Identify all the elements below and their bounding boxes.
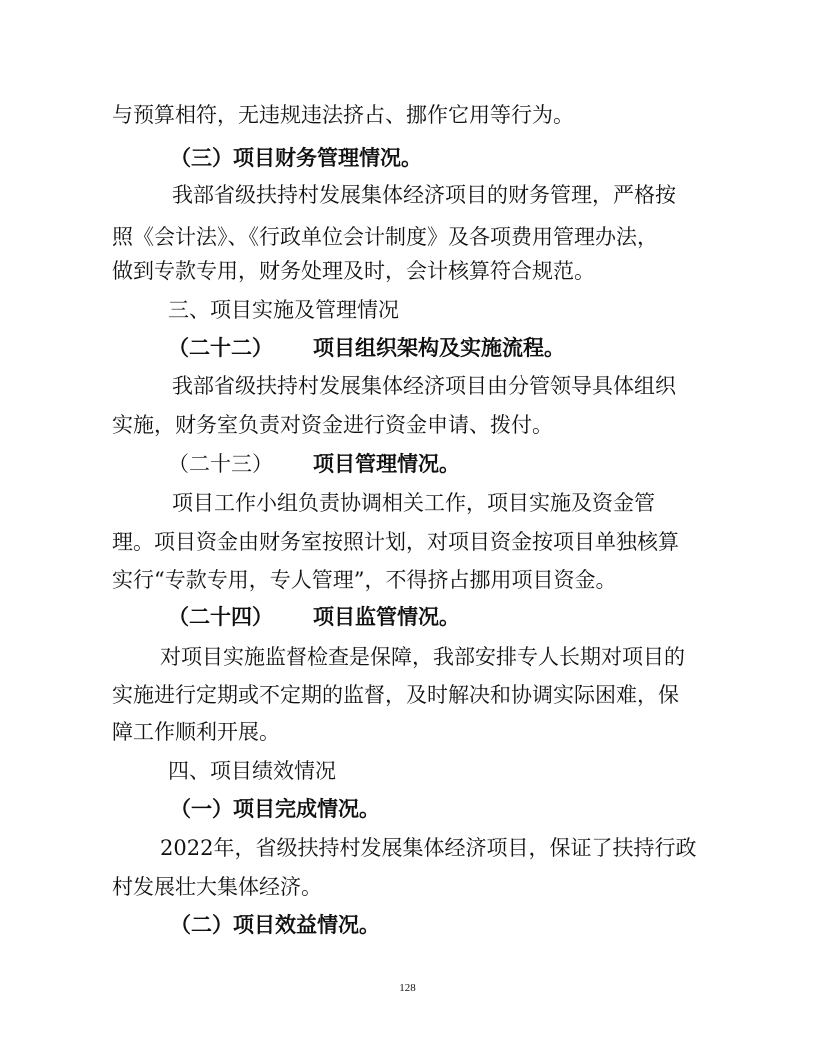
body-line: 理。项目资金由财务室按照计划，对项目资金按项目单独核算	[112, 530, 679, 554]
body-line: 对项目实施监督检查是保障，我部安排专人长期对项目的	[160, 645, 685, 669]
page-number: 128	[399, 982, 416, 994]
subsection-title: 项目管理情况。	[313, 451, 460, 476]
body-line: 做到专款专用，财务处理及时，会计核算符合规范。	[112, 259, 595, 283]
body-line: 照《会计法》、《行政单位会计制度》及各项费用管理办法，	[112, 225, 658, 249]
section-heading: 三、项目实施及管理情况	[168, 298, 399, 322]
body-line: 与预算相符，无违规违法挤占、挪作它用等行为。	[112, 103, 574, 127]
subsection-heading: （一）项目完成情况。	[170, 796, 380, 821]
body-line: 我部省级扶持村发展集体经济项目的财务管理，严格按	[172, 183, 676, 207]
subsection-title: 项目监管情况。	[313, 604, 460, 629]
subsection-number: （二十三）	[168, 452, 273, 476]
subsection-number: （二十二）	[168, 335, 273, 360]
subsection-number: （二十四）	[168, 604, 273, 629]
body-line: 实施进行定期或不定期的监督，及时解决和协调实际困难，保	[112, 683, 679, 707]
subsection-heading	[168, 602, 460, 632]
body-line: 项目工作小组负责协调相关工作，项目实施及资金管	[172, 491, 655, 515]
body-line: 障工作顺利开展。	[112, 720, 280, 744]
body-line: 我部省级扶持村发展集体经济项目由分管领导具体组织	[172, 374, 676, 398]
body-line: 实行“专款专用，专人管理”，不得挤占挪用项目资金。	[112, 568, 617, 592]
subsection-heading	[168, 449, 460, 479]
body-line: 实施，财务室负责对资金进行资金申请、拨付。	[112, 413, 553, 437]
subsection-title: 项目组织架构及实施流程。	[313, 335, 565, 360]
body-line: 2022年，省级扶持村发展集体经济项目，保证了扶持行政	[160, 836, 697, 860]
subsection-heading	[168, 333, 565, 363]
body-line: 村发展壮大集体经济。	[112, 875, 322, 899]
subsection-heading: （三）项目财务管理情况。	[170, 145, 422, 170]
subsection-heading: （二）项目效益情况。	[170, 912, 380, 937]
section-heading: 四、项目绩效情况	[168, 759, 336, 783]
